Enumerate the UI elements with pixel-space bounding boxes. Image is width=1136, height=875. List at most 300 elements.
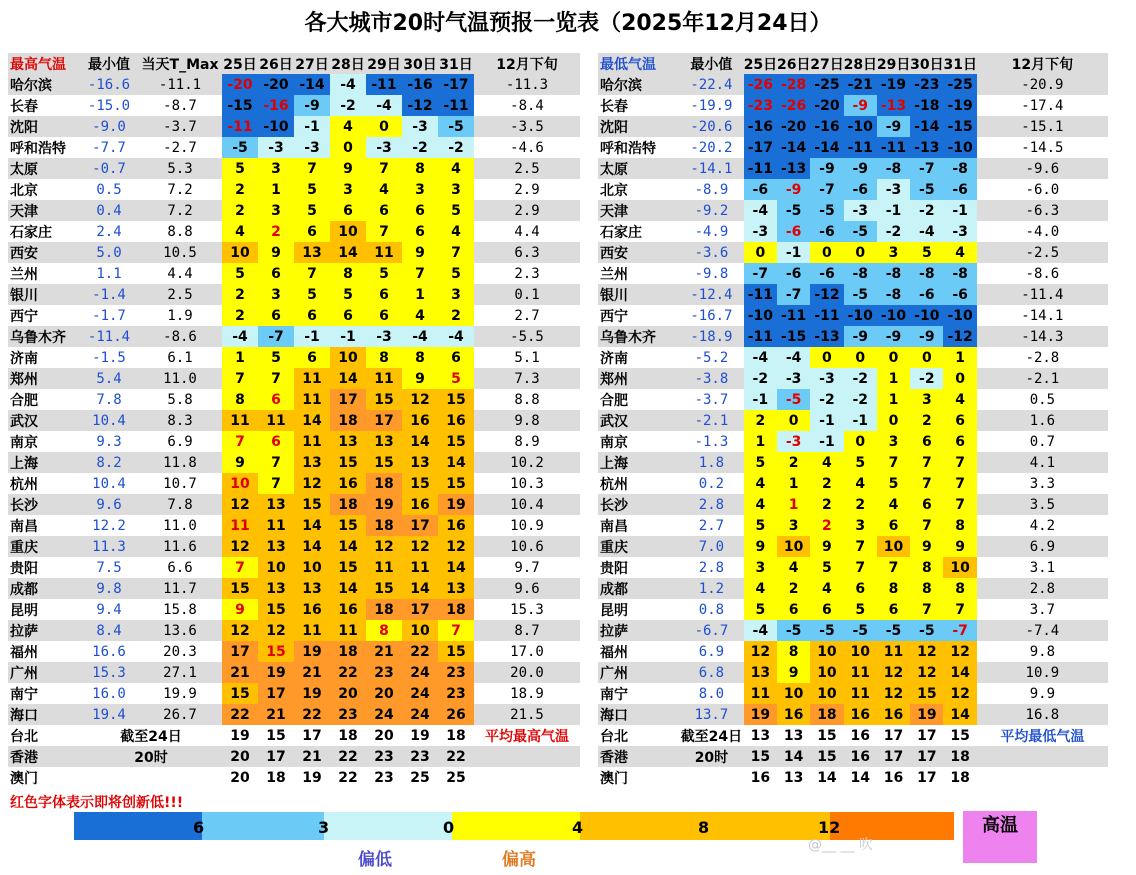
forecast-cell: -9 [877,326,910,347]
late-december-average: 17.0 [474,641,580,662]
forecast-cell: 22 [402,641,438,662]
table-row [8,242,580,263]
forecast-cell: 16 [777,704,810,725]
forecast-cell: 12 [744,641,777,662]
min-value: 8.0 [679,683,744,704]
late-december-average: 10.3 [474,473,580,494]
forecast-cell: 5 [222,158,258,179]
forecast-cell: 8 [877,578,910,599]
min-value: 13.7 [679,704,744,725]
min-value: -1.4 [80,284,138,305]
forecast-cell: 15 [810,746,843,767]
forecast-cell: -6 [943,284,976,305]
forecast-cell: 16 [330,599,366,620]
forecast-cell: 14 [943,662,976,683]
forecast-cell: -11 [744,158,777,179]
forecast-cell: 10 [777,683,810,704]
forecast-cell: 23 [366,662,402,683]
today-max-value: 20.3 [138,641,222,662]
forecast-cell: 25 [438,767,474,788]
late-december-average: -5.5 [474,326,580,347]
forecast-cell: -4 [330,74,366,95]
forecast-cell: 4 [943,242,976,263]
legend-low-label: 偏低 [358,850,392,870]
forecast-cell: 18 [438,725,474,746]
forecast-cell: -7 [810,179,843,200]
column-header: 31日 [438,53,474,74]
forecast-cell: 20 [366,683,402,704]
min-value: -19.9 [679,95,744,116]
forecast-cell: -14 [810,137,843,158]
forecast-cell: -3 [777,368,810,389]
forecast-cell: 18 [943,767,976,788]
table-row [8,347,580,368]
forecast-cell: 11 [294,620,330,641]
today-max-value: 11.6 [138,536,222,557]
late-december-average: -14.1 [977,305,1108,326]
city-name: 拉萨 [598,620,679,641]
city-name: 上海 [8,452,80,473]
today-max-value: 8.8 [138,221,222,242]
forecast-cell: 2 [810,494,843,515]
forecast-cell: -12 [402,95,438,116]
city-name: 北京 [598,179,679,200]
row-note [80,767,222,788]
city-name: 福州 [598,641,679,662]
min-value: 9.6 [80,494,138,515]
forecast-cell: -9 [844,326,877,347]
city-name: 杭州 [598,473,679,494]
forecast-cell: -2 [810,389,843,410]
table-row [8,389,580,410]
forecast-cell: 22 [438,746,474,767]
table-row [8,704,580,725]
late-december-average: 2.5 [474,158,580,179]
forecast-cell: 4 [943,389,976,410]
late-december-average: 2.3 [474,263,580,284]
forecast-cell: 0 [777,410,810,431]
forecast-cell: 3 [910,389,943,410]
forecast-cell: 12 [877,662,910,683]
legend-swatch-light-blue [202,812,324,840]
late-december-average: 0.7 [977,431,1108,452]
today-max-value: 27.1 [138,662,222,683]
forecast-cell: 17 [877,725,910,746]
city-name: 广州 [8,662,80,683]
forecast-cell: 11 [366,368,402,389]
city-name: 哈尔滨 [598,74,679,95]
forecast-cell: 12 [222,536,258,557]
forecast-cell: 2 [744,410,777,431]
table-row [598,221,1108,242]
table-row [8,284,580,305]
city-name: 北京 [8,179,80,200]
min-value: -3.6 [679,242,744,263]
table-row [598,494,1108,515]
forecast-cell: 9 [810,536,843,557]
city-name: 石家庄 [598,221,679,242]
forecast-cell: 7 [943,452,976,473]
late-december-average: -7.4 [977,620,1108,641]
forecast-cell: 7 [258,452,294,473]
forecast-cell: 15 [438,641,474,662]
city-name: 乌鲁木齐 [8,326,80,347]
forecast-cell: 14 [810,767,843,788]
late-december-average: 6.3 [474,242,580,263]
forecast-cell: -18 [910,95,943,116]
today-max-value: 4.4 [138,263,222,284]
forecast-cell: -7 [744,263,777,284]
city-name: 南昌 [8,515,80,536]
forecast-cell: -11 [744,326,777,347]
forecast-cell: -1 [744,389,777,410]
today-max-value: 11.0 [138,368,222,389]
min-value: 9.8 [80,578,138,599]
forecast-cell: -11 [877,137,910,158]
city-name: 长沙 [8,494,80,515]
table-row [8,452,580,473]
forecast-cell: 5 [330,284,366,305]
column-header: 27日 [294,53,330,74]
table-row [8,74,580,95]
forecast-cell: -1 [844,410,877,431]
forecast-cell: -5 [810,200,843,221]
row-note: 20时 [679,746,744,767]
forecast-cell: 13 [744,662,777,683]
forecast-cell: 18 [330,410,366,431]
forecast-cell: -11 [222,116,258,137]
forecast-cell: -10 [943,305,976,326]
forecast-cell: 13 [777,767,810,788]
forecast-cell: 14 [943,704,976,725]
forecast-cell: 15 [330,452,366,473]
city-name: 澳门 [8,767,80,788]
forecast-cell: 6 [294,347,330,368]
city-name: 郑州 [598,368,679,389]
table-row [8,557,580,578]
city-name: 成都 [8,578,80,599]
average-note: 平均最高气温 [474,725,580,746]
forecast-cell: 10 [330,347,366,368]
forecast-cell: 14 [438,557,474,578]
late-december-average: -4.0 [977,221,1108,242]
forecast-cell: -4 [438,326,474,347]
forecast-cell: 13 [294,578,330,599]
forecast-cell: 13 [438,578,474,599]
city-name: 昆明 [598,599,679,620]
forecast-cell: 2 [222,200,258,221]
table-row [8,410,580,431]
forecast-cell: 9 [744,536,777,557]
forecast-cell: 7 [438,620,474,641]
forecast-cell: 19 [222,725,258,746]
table-row [8,683,580,704]
table-row [8,158,580,179]
forecast-cell: 14 [402,431,438,452]
forecast-cell: -23 [744,95,777,116]
min-value: -1.5 [80,347,138,368]
forecast-cell: 18 [943,746,976,767]
today-max-value: 7.2 [138,179,222,200]
forecast-cell: -9 [910,326,943,347]
forecast-cell: 5 [294,200,330,221]
forecast-cell: -5 [777,620,810,641]
forecast-cell: 2 [222,179,258,200]
forecast-cell: 9 [222,452,258,473]
city-name: 贵阳 [8,557,80,578]
forecast-cell: 6 [810,599,843,620]
forecast-cell: 5 [438,263,474,284]
table-row [8,305,580,326]
forecast-cell: 20 [330,683,366,704]
legend-tick: 3 [318,818,330,837]
min-value: -1.7 [80,305,138,326]
forecast-cell: 15 [330,515,366,536]
min-value: -20.6 [679,116,744,137]
forecast-cell: 17 [910,725,943,746]
forecast-cell: 13 [402,452,438,473]
min-value: 12.2 [80,515,138,536]
forecast-cell: 12 [943,641,976,662]
forecast-cell: 14 [844,767,877,788]
today-max-value: 6.9 [138,431,222,452]
forecast-cell: 10 [294,557,330,578]
city-name: 昆明 [8,599,80,620]
forecast-cell: -12 [810,284,843,305]
forecast-cell: 15 [810,725,843,746]
min-value: 6.8 [679,662,744,683]
forecast-cell: 4 [744,578,777,599]
row-note [679,767,744,788]
forecast-cell: 5 [438,200,474,221]
table-row [598,326,1108,347]
forecast-cell: 13 [258,578,294,599]
forecast-cell: 4 [877,494,910,515]
late-december-average: 9.9 [977,683,1108,704]
min-value: 9.4 [80,599,138,620]
forecast-cell: -1 [330,326,366,347]
forecast-cell: 2 [438,305,474,326]
forecast-cell: 3 [402,179,438,200]
forecast-cell: 6 [438,347,474,368]
forecast-cell: 7 [294,158,330,179]
row-note: 截至24日 [80,725,222,746]
forecast-cell: 11 [844,662,877,683]
forecast-cell: 11 [258,515,294,536]
column-header: 最高气温 [8,53,80,74]
column-header: 29日 [366,53,402,74]
forecast-cell: 6 [258,431,294,452]
forecast-cell: 18 [438,599,474,620]
high-temp-table [8,53,580,788]
row-note: 截至24日 [679,725,744,746]
forecast-cell: -20 [258,74,294,95]
forecast-cell: -10 [943,137,976,158]
forecast-cell: 16 [402,410,438,431]
today-max-value: 19.9 [138,683,222,704]
today-max-value: 11.0 [138,515,222,536]
column-header: 25日 [222,53,258,74]
city-name: 兰州 [8,263,80,284]
min-value: -2.1 [679,410,744,431]
min-value: -6.7 [679,620,744,641]
forecast-cell: -9 [777,179,810,200]
forecast-cell: 3 [258,158,294,179]
forecast-cell: 5 [294,284,330,305]
forecast-cell: -13 [877,95,910,116]
table-row [598,725,1108,746]
low-temp-table [598,53,1108,788]
late-december-average: -4.6 [474,137,580,158]
forecast-cell: -3 [402,116,438,137]
min-value: 7.5 [80,557,138,578]
forecast-cell: 4 [402,305,438,326]
late-december-average: 10.9 [474,515,580,536]
forecast-cell: 7 [844,536,877,557]
forecast-cell: -3 [744,221,777,242]
late-december-average: -8.6 [977,263,1108,284]
forecast-cell: 16 [438,515,474,536]
watermark: @__ __ 吹 [808,837,873,853]
table-row [8,599,580,620]
forecast-cell: 16 [330,473,366,494]
forecast-cell: 8 [943,578,976,599]
forecast-cell: 4 [810,452,843,473]
table-row [598,284,1108,305]
forecast-cell: 17 [910,746,943,767]
average-note [977,767,1108,788]
forecast-cell: 15 [258,641,294,662]
forecast-cell: 6 [943,431,976,452]
forecast-cell: -8 [943,263,976,284]
forecast-cell: 1 [877,368,910,389]
forecast-cell: 18 [366,473,402,494]
forecast-cell: 14 [402,578,438,599]
forecast-cell: 14 [438,452,474,473]
forecast-cell: 26 [438,704,474,725]
forecast-cell: 17 [258,746,294,767]
city-name: 重庆 [8,536,80,557]
forecast-cell: 13 [330,431,366,452]
average-note [474,746,580,767]
forecast-cell: 4 [744,473,777,494]
min-value: 0.2 [679,473,744,494]
forecast-cell: 1 [222,347,258,368]
table-row [598,242,1108,263]
forecast-cell: 2 [777,578,810,599]
forecast-cell: -8 [877,158,910,179]
forecast-cell: 13 [744,725,777,746]
forecast-cell: 19 [294,683,330,704]
city-name: 济南 [8,347,80,368]
min-value: -1.3 [679,431,744,452]
table-row [8,746,580,767]
city-name: 银川 [598,284,679,305]
today-max-value: 8.3 [138,410,222,431]
forecast-cell: 20 [366,725,402,746]
forecast-cell: -4 [744,347,777,368]
min-value: -16.7 [679,305,744,326]
today-max-value: 5.8 [138,389,222,410]
column-header: 29日 [877,53,910,74]
forecast-cell: 6 [258,263,294,284]
forecast-cell: 16 [844,746,877,767]
forecast-cell: 7 [943,494,976,515]
forecast-cell: 17 [294,725,330,746]
table-row [598,137,1108,158]
late-december-average: 3.1 [977,557,1108,578]
today-max-value: -2.7 [138,137,222,158]
forecast-cell: 7 [910,599,943,620]
forecast-cell: 7 [844,557,877,578]
city-name: 西宁 [8,305,80,326]
forecast-cell: -8 [844,263,877,284]
column-header: 最低气温 [598,53,679,74]
forecast-cell: 10 [222,473,258,494]
forecast-cell: -26 [777,95,810,116]
column-header: 12月下旬 [977,53,1108,74]
forecast-cell: 1 [777,473,810,494]
table-row [598,368,1108,389]
forecast-cell: 7 [402,263,438,284]
forecast-cell: -1 [777,242,810,263]
forecast-cell: 14 [330,368,366,389]
table-row [8,263,580,284]
forecast-cell: -3 [877,179,910,200]
forecast-cell: 18 [330,725,366,746]
table-row [8,494,580,515]
forecast-cell: 4 [330,116,366,137]
forecast-cell: 13 [294,242,330,263]
forecast-cell: 7 [294,263,330,284]
table-row [598,578,1108,599]
forecast-cell: 15 [366,578,402,599]
late-december-average: 10.6 [474,536,580,557]
forecast-cell: 11 [330,620,366,641]
average-note [977,746,1108,767]
city-name: 长沙 [598,494,679,515]
forecast-cell: 0 [744,242,777,263]
forecast-cell: 8 [943,515,976,536]
forecast-cell: 6 [258,389,294,410]
min-value: 6.9 [679,641,744,662]
forecast-cell: 8 [402,347,438,368]
forecast-cell: -10 [258,116,294,137]
forecast-cell: -6 [777,221,810,242]
city-name: 武汉 [598,410,679,431]
forecast-cell: 11 [877,641,910,662]
min-value: 11.3 [80,536,138,557]
forecast-cell: 14 [294,410,330,431]
forecast-cell: -9 [877,116,910,137]
table-row [598,599,1108,620]
forecast-cell: 10 [330,221,366,242]
forecast-cell: -11 [744,284,777,305]
forecast-cell: 7 [910,515,943,536]
min-value: 2.7 [679,515,744,536]
today-max-value: -8.7 [138,95,222,116]
city-name: 香港 [8,746,80,767]
forecast-cell: 4 [844,473,877,494]
late-december-average: -20.9 [977,74,1108,95]
city-name: 香港 [598,746,679,767]
column-header: 25日 [744,53,777,74]
table-row [8,221,580,242]
min-value: 7.0 [679,536,744,557]
forecast-cell: -3 [366,326,402,347]
min-value: -9.8 [679,263,744,284]
forecast-cell: 6 [258,305,294,326]
